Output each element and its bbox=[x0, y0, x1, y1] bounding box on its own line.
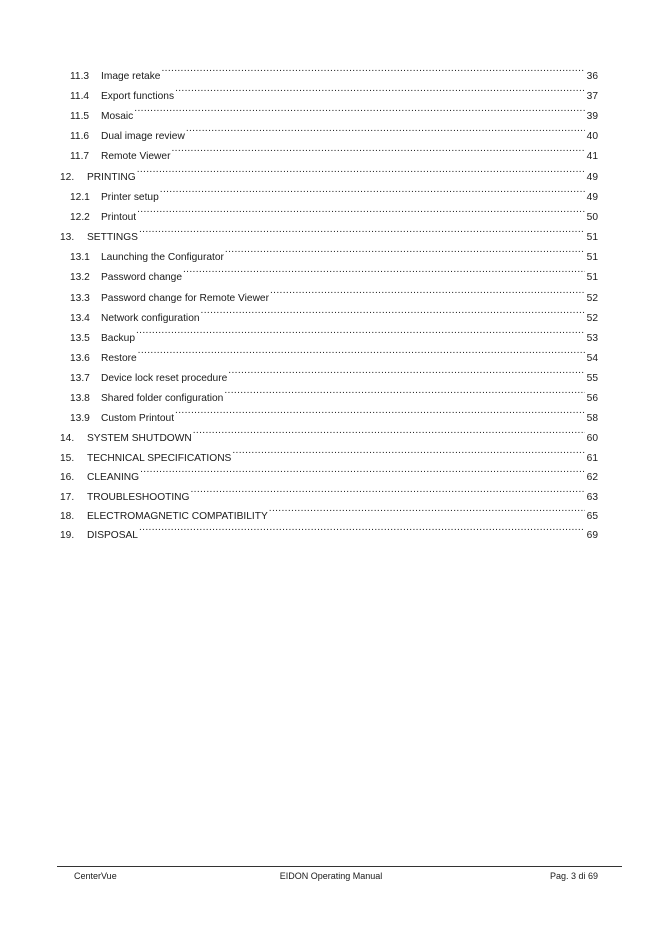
toc-entry[interactable] bbox=[70, 341, 598, 364]
dot-leader bbox=[225, 240, 585, 260]
toc-entry-page: 40 bbox=[586, 131, 598, 142]
toc-entry-number: 16. bbox=[60, 472, 75, 483]
toc-entry[interactable] bbox=[60, 160, 598, 183]
dot-leader bbox=[269, 499, 585, 519]
dot-leader bbox=[175, 79, 585, 99]
toc-entry-page: 65 bbox=[586, 511, 598, 522]
toc-entry[interactable] bbox=[70, 99, 598, 122]
dot-leader bbox=[183, 260, 585, 280]
toc-entry-title: TROUBLESHOOTING bbox=[87, 492, 190, 503]
dot-leader bbox=[139, 518, 585, 538]
dot-leader bbox=[136, 321, 585, 341]
dot-leader bbox=[137, 160, 585, 180]
toc-entry-number: 13.1 bbox=[70, 252, 90, 263]
toc-entry-number: 17. bbox=[60, 492, 75, 503]
toc-entry[interactable] bbox=[70, 301, 598, 324]
toc-entry-page: 62 bbox=[586, 472, 598, 483]
toc-entry-page: 41 bbox=[586, 151, 598, 162]
dot-leader bbox=[190, 480, 585, 500]
toc-entry-number: 13.2 bbox=[70, 272, 90, 283]
toc-entry[interactable] bbox=[60, 441, 598, 464]
toc-entry-number: 11.4 bbox=[70, 91, 90, 102]
toc-entry-title: Network configuration bbox=[101, 313, 200, 324]
toc-entry-page: 58 bbox=[586, 413, 598, 424]
toc-entry-page: 36 bbox=[586, 71, 598, 82]
dot-leader bbox=[270, 281, 585, 301]
dot-leader bbox=[140, 460, 585, 480]
toc-entry[interactable] bbox=[60, 220, 598, 243]
toc-entry-page: 37 bbox=[586, 91, 598, 102]
toc-entry-number: 11.3 bbox=[70, 71, 90, 82]
toc-entry-number: 12. bbox=[60, 172, 75, 183]
toc-entry[interactable] bbox=[60, 499, 598, 522]
toc-entry[interactable] bbox=[70, 281, 598, 304]
toc-entry[interactable] bbox=[70, 361, 598, 384]
toc-entry-page: 55 bbox=[586, 373, 598, 384]
toc-entry-page: 56 bbox=[586, 393, 598, 404]
toc-entry-number: 13.8 bbox=[70, 393, 90, 404]
toc-entry-page: 39 bbox=[586, 111, 598, 122]
toc-entry-title: Image retake bbox=[101, 71, 161, 82]
toc-entry-title: Dual image review bbox=[101, 131, 185, 142]
toc-entry[interactable] bbox=[70, 139, 598, 162]
toc-entry-number: 15. bbox=[60, 453, 75, 464]
toc-entry-title: PRINTING bbox=[87, 172, 136, 183]
footer-divider bbox=[57, 866, 622, 867]
dot-leader bbox=[161, 59, 585, 79]
toc-entry-title: Remote Viewer bbox=[101, 151, 171, 162]
toc-entry-page: 51 bbox=[586, 252, 598, 263]
toc-entry[interactable] bbox=[70, 401, 598, 424]
toc-entry[interactable] bbox=[70, 240, 598, 263]
toc-entry[interactable] bbox=[60, 518, 598, 541]
toc-entry-title: Shared folder configuration bbox=[101, 393, 224, 404]
toc-entry-title: Device lock reset procedure bbox=[101, 373, 228, 384]
dot-leader bbox=[175, 401, 585, 421]
toc-entry[interactable] bbox=[70, 260, 598, 283]
toc-entry-page: 54 bbox=[586, 353, 598, 364]
toc-entry-number: 12.1 bbox=[70, 192, 90, 203]
footer-document-title: EIDON Operating Manual bbox=[279, 871, 383, 881]
toc-entry-title: Launching the Configurator bbox=[101, 252, 224, 263]
toc-entry-title: SYSTEM SHUTDOWN bbox=[87, 433, 192, 444]
toc-entry-number: 11.7 bbox=[70, 151, 90, 162]
toc-entry[interactable] bbox=[70, 180, 598, 203]
dot-leader bbox=[171, 139, 585, 159]
toc-entry-page: 63 bbox=[586, 492, 598, 503]
toc-entry-title: Mosaic bbox=[101, 111, 134, 122]
toc-entry-number: 13.4 bbox=[70, 313, 90, 324]
toc-entry-page: 52 bbox=[586, 293, 598, 304]
toc-entry[interactable] bbox=[70, 200, 598, 223]
toc-entry-title: Restore bbox=[101, 353, 137, 364]
toc-entry-title: CLEANING bbox=[87, 472, 140, 483]
toc-entry[interactable] bbox=[70, 321, 598, 344]
toc-entry[interactable] bbox=[60, 460, 598, 483]
toc-entry-page: 51 bbox=[586, 272, 598, 283]
dot-leader bbox=[228, 361, 585, 381]
toc-entry-number: 13.5 bbox=[70, 333, 90, 344]
toc-entry-page: 49 bbox=[586, 192, 598, 203]
dot-leader bbox=[186, 119, 585, 139]
toc-entry-number: 13.9 bbox=[70, 413, 90, 424]
toc-entry-number: 18. bbox=[60, 511, 75, 522]
toc-entry-page: 61 bbox=[586, 453, 598, 464]
dot-leader bbox=[193, 421, 585, 441]
toc-entry-number: 13.6 bbox=[70, 353, 90, 364]
toc-entry-title: Backup bbox=[101, 333, 135, 344]
toc-entry-title: DISPOSAL bbox=[87, 530, 138, 541]
footer-company: CenterVue bbox=[74, 871, 117, 881]
toc-entry-number: 13.3 bbox=[70, 293, 90, 304]
toc-entry-title: Printout bbox=[101, 212, 137, 223]
toc-entry[interactable] bbox=[60, 421, 598, 444]
toc-entry-title: SETTINGS bbox=[87, 232, 138, 243]
toc-entry-page: 60 bbox=[586, 433, 598, 444]
dot-leader bbox=[160, 180, 585, 200]
dot-leader bbox=[137, 200, 585, 220]
toc-entry-title: Password change for Remote Viewer bbox=[101, 293, 269, 304]
dot-leader bbox=[232, 441, 585, 461]
toc-entry-number: 12.2 bbox=[70, 212, 90, 223]
toc-entry-title: Export functions bbox=[101, 91, 175, 102]
toc-entry-number: 14. bbox=[60, 433, 75, 444]
footer-page-number: Pag. 3 di 69 bbox=[549, 871, 598, 881]
toc-entry-title: TECHNICAL SPECIFICATIONS bbox=[87, 453, 232, 464]
dot-leader bbox=[139, 220, 585, 240]
dot-leader bbox=[138, 341, 585, 361]
toc-entry-page: 53 bbox=[586, 333, 598, 344]
toc-entry-number: 11.5 bbox=[70, 111, 90, 122]
dot-leader bbox=[201, 301, 585, 321]
toc-entry[interactable] bbox=[70, 119, 598, 142]
toc-entry-title: ELECTROMAGNETIC COMPATIBILITY bbox=[87, 511, 268, 522]
toc-entry-number: 19. bbox=[60, 530, 75, 541]
toc-entry-title: Custom Printout bbox=[101, 413, 175, 424]
toc-entry-title: Password change bbox=[101, 272, 182, 283]
toc-entry-page: 69 bbox=[586, 530, 598, 541]
toc-entry[interactable] bbox=[70, 381, 598, 404]
toc-entry-title: Printer setup bbox=[101, 192, 159, 203]
toc-entry-page: 50 bbox=[586, 212, 598, 223]
toc-entry[interactable] bbox=[60, 480, 598, 503]
toc-entry-number: 13.7 bbox=[70, 373, 90, 384]
dot-leader bbox=[134, 99, 585, 119]
toc-entry-page: 49 bbox=[586, 172, 598, 183]
toc-entry[interactable] bbox=[70, 59, 598, 82]
toc-entry-page: 52 bbox=[586, 313, 598, 324]
toc-entry-number: 11.6 bbox=[70, 131, 90, 142]
toc-entry-page: 51 bbox=[586, 232, 598, 243]
toc-entry[interactable] bbox=[70, 79, 598, 102]
toc-entry-number: 13. bbox=[60, 232, 75, 243]
dot-leader bbox=[224, 381, 585, 401]
